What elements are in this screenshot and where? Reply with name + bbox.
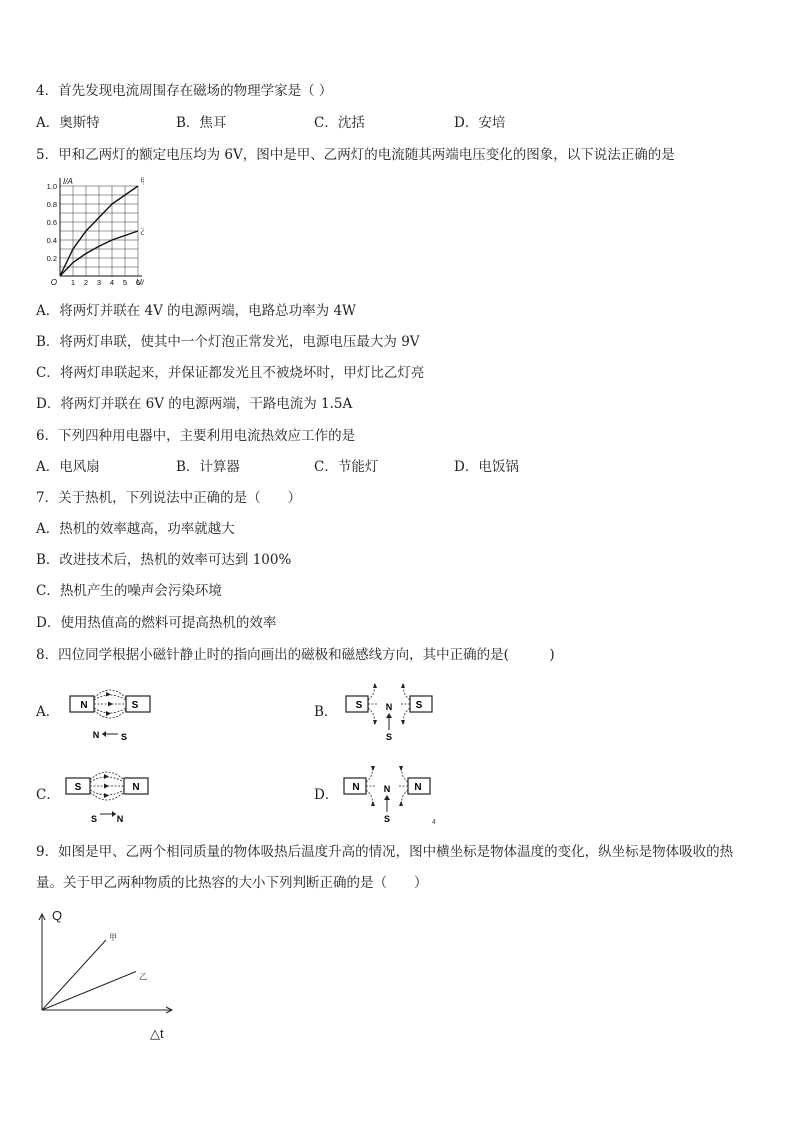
y-tick-label: 0.8 — [46, 200, 57, 209]
series-label-1 — [140, 177, 144, 186]
q4-option-a: A．奥斯特 — [36, 115, 100, 131]
q6-stem: 6．下列四种用电器中，主要利用电流热效应工作的是 — [36, 428, 356, 444]
x-tick-label: 3 — [96, 278, 102, 287]
x-tick-label: 1 — [70, 278, 76, 287]
needle-left-label: S — [90, 814, 98, 824]
q8-stem: 8．四位同学根据小磁针静止时的指向画出的磁极和磁感线方向，其中正确的是( ) — [36, 647, 555, 663]
q8-option-d-label: D． — [314, 787, 339, 803]
q8-figure-d — [342, 762, 438, 826]
pole-right-label: S — [415, 700, 423, 711]
series-label-2: 乙 — [139, 972, 147, 982]
needle-right-label: N — [116, 814, 124, 824]
origin-label: O — [50, 278, 57, 287]
x-tick-label: 2 — [83, 278, 89, 287]
x-tick-label: 6 — [135, 278, 141, 287]
y-tick-label: 0.6 — [46, 218, 57, 227]
q9-q-dt-chart — [30, 900, 190, 1040]
q8-figure-b — [344, 680, 436, 744]
q5-option-c: C．将两灯串联起来，并保证都发光且不被烧坏时，甲灯比乙灯亮 — [36, 365, 425, 381]
x-tick-label: 5 — [122, 278, 128, 287]
q8-option-a-label: A． — [36, 704, 60, 720]
x-axis-label: U/ — [136, 278, 144, 287]
y-tick-label: 1.0 — [46, 182, 57, 191]
q5-stem: 5．甲和乙两灯的额定电压均为 6V，图中是甲、乙两灯的电流随其两端电压变化的图象，以下说法正确的是 — [36, 147, 675, 163]
q6-option-a: A．电风扇 — [36, 459, 100, 475]
x-axis-label: △t — [150, 1026, 164, 1040]
pole-left-label: N — [80, 700, 88, 711]
y-axis-label: I/A — [63, 177, 73, 186]
q6-option-b: B．计算器 — [176, 459, 240, 475]
q8-figure-c — [64, 762, 152, 824]
q4-stem: 4．首先发现电流周围存在磁场的物理学家是（ ） — [36, 83, 333, 99]
q4-option-b: B．焦耳 — [176, 115, 227, 131]
series-line-1 — [42, 940, 106, 1010]
q7-option-c: C．热机产生的噪声会污染环境 — [36, 583, 222, 599]
pole-left-label: S — [355, 700, 363, 711]
q4-option-d: D．安培 — [454, 115, 506, 131]
q5-iu-chart-svg — [34, 170, 144, 290]
q8-figure-a — [68, 682, 152, 742]
series-label-1: 甲 — [109, 933, 117, 942]
q7-option-d: D．使用热值高的燃料可提高热机的效率 — [36, 615, 277, 631]
y-axis-label: Q — [52, 908, 63, 923]
pole-left-label: S — [74, 782, 82, 793]
stray-mark: 4 — [432, 819, 436, 826]
q9-stem-line1: 9．如图是甲、乙两个相同质量的物体吸热后温度升高的情况，图中横坐标是物体温度的变化，纵坐标是物体吸收的热 — [36, 844, 734, 860]
y-tick-label: 0.2 — [46, 254, 57, 263]
needle-center-label: N — [383, 784, 391, 794]
series-label-2 — [140, 227, 144, 236]
q9-stem-line2: 量。关于甲乙两种物质的比热容的大小下列判断正确的是（ ） — [36, 875, 428, 891]
pole-right-label: N — [132, 782, 140, 793]
needle-bottom-label: S — [385, 732, 393, 742]
needle-left-label: N — [92, 730, 100, 740]
q9-q-dt-chart-svg — [30, 900, 190, 1040]
q5-option-a: A．将两灯并联在 4V 的电源两端，电路总功率为 4W — [36, 303, 356, 319]
q6-option-c: C．节能灯 — [314, 459, 379, 475]
q5-option-d: D．将两灯并联在 6V 的电源两端，干路电流为 1.5A — [36, 396, 353, 412]
q7-stem: 7．关于热机，下列说法中正确的是（ ） — [36, 490, 302, 506]
q8-option-b-label: B． — [314, 704, 338, 720]
needle-bottom-label: S — [383, 814, 391, 824]
y-tick-label: 0.4 — [46, 236, 57, 245]
q7-option-a: A．热机的效率越高，功率就越大 — [36, 521, 235, 537]
series-line-2 — [42, 972, 136, 1011]
q8-option-c-label: C． — [36, 787, 60, 803]
q6-option-d: D．电饭锅 — [454, 459, 519, 475]
needle-right-label: S — [120, 732, 128, 742]
x-tick-label: 4 — [109, 278, 115, 287]
q7-option-b: B．改进技术后，热机的效率可达到 100% — [36, 552, 292, 568]
pole-right-label: N — [414, 782, 422, 793]
q5-iu-chart — [34, 170, 144, 290]
pole-left-label: N — [352, 782, 360, 793]
q4-option-c: C．沈括 — [314, 115, 365, 131]
needle-center-label: N — [385, 702, 393, 712]
q5-option-b: B．将两灯串联，使其中一个灯泡正常发光，电源电压最大为 9V — [36, 334, 420, 350]
pole-right-label: S — [131, 700, 139, 711]
